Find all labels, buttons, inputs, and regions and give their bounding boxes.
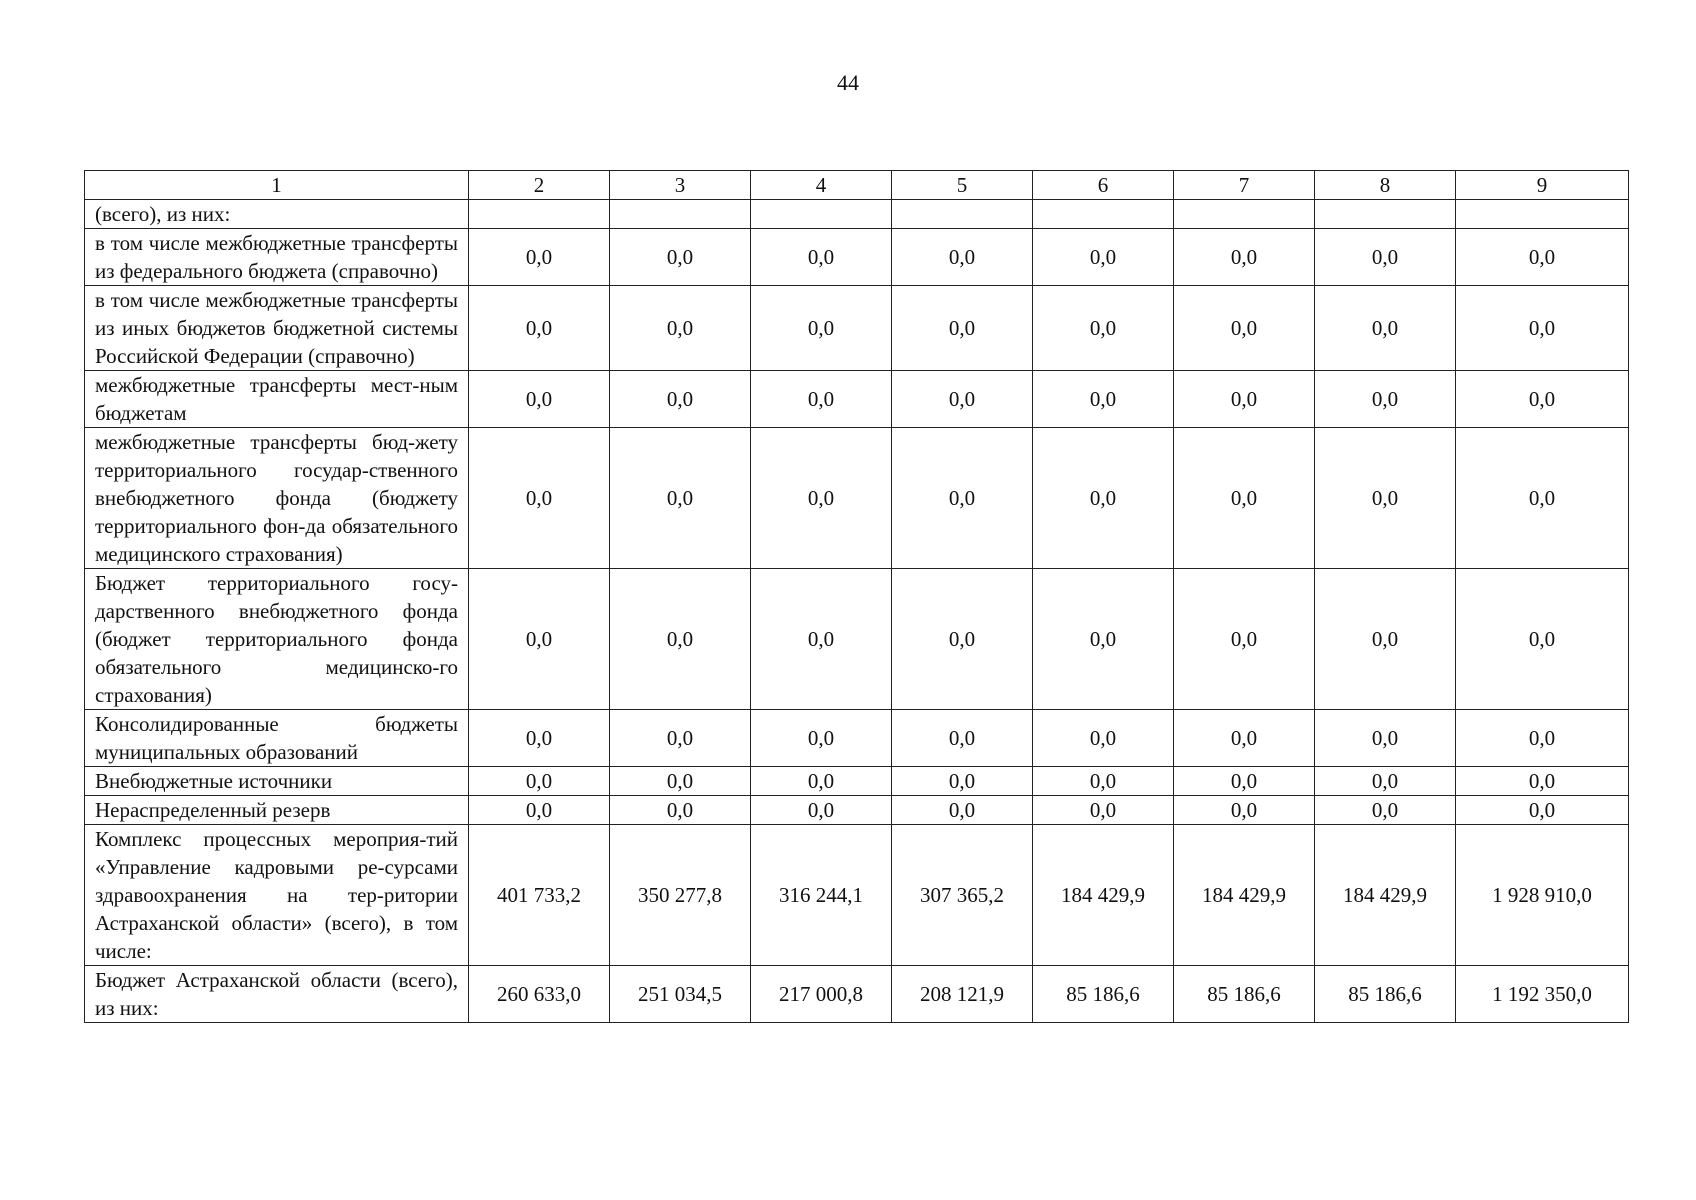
column-header: 6	[1033, 171, 1174, 200]
table-cell: 0,0	[751, 710, 892, 767]
table-cell: 316 244,1	[751, 825, 892, 966]
table-cell: 0,0	[892, 796, 1033, 825]
table-cell: 0,0	[610, 229, 751, 286]
table-cell: 0,0	[751, 229, 892, 286]
table-cell: 0,0	[1456, 796, 1629, 825]
table-header-row	[85, 171, 1629, 200]
table-row	[85, 767, 1629, 796]
table-cell: 1 192 350,0	[1456, 966, 1629, 1023]
column-header: 5	[892, 171, 1033, 200]
column-header: 2	[469, 171, 610, 200]
table-row	[85, 229, 1629, 286]
table-cell: 0,0	[1033, 767, 1174, 796]
table-cell: 85 186,6	[1174, 966, 1315, 1023]
row-label: Нераспределенный резерв	[85, 796, 469, 825]
table-cell: 401 733,2	[469, 825, 610, 966]
table-cell: 0,0	[469, 767, 610, 796]
table-cell: 251 034,5	[610, 966, 751, 1023]
table-cell: 0,0	[610, 569, 751, 710]
table-cell: 260 633,0	[469, 966, 610, 1023]
table-row	[85, 796, 1629, 825]
row-label: Консолидированные бюджеты муниципальных образований	[85, 710, 469, 767]
table-cell: 0,0	[469, 569, 610, 710]
row-label: межбюджетные трансферты мест-ным бюджетам	[85, 371, 469, 428]
table-cell: 0,0	[751, 428, 892, 569]
table-cell: 85 186,6	[1033, 966, 1174, 1023]
table-cell	[892, 200, 1033, 229]
table-cell: 0,0	[1033, 371, 1174, 428]
table-cell: 0,0	[1456, 569, 1629, 710]
table-cell: 0,0	[892, 710, 1033, 767]
table-cell: 0,0	[892, 569, 1033, 710]
table-cell: 184 429,9	[1315, 825, 1456, 966]
table-cell: 0,0	[469, 428, 610, 569]
table-row	[85, 710, 1629, 767]
table-cell: 0,0	[1456, 229, 1629, 286]
table-row	[85, 371, 1629, 428]
table-cell: 0,0	[892, 286, 1033, 371]
table-row	[85, 569, 1629, 710]
table-cell	[751, 200, 892, 229]
table-row	[85, 428, 1629, 569]
table-cell: 0,0	[469, 229, 610, 286]
table-cell: 0,0	[1456, 286, 1629, 371]
table-cell: 184 429,9	[1033, 825, 1174, 966]
row-label: Бюджет территориального госу-дарственного внебюджетного фонда (бюджет территориального фонда обязательного медицинско-го страхования)	[85, 569, 469, 710]
table-cell: 0,0	[751, 767, 892, 796]
table-cell: 0,0	[1315, 371, 1456, 428]
row-label: Внебюджетные источники	[85, 767, 469, 796]
table-cell: 184 429,9	[1174, 825, 1315, 966]
table-cell: 0,0	[1456, 710, 1629, 767]
table-cell	[610, 200, 751, 229]
table-cell: 0,0	[1174, 710, 1315, 767]
table-body	[85, 200, 1629, 1023]
table-cell: 0,0	[1174, 569, 1315, 710]
row-label: межбюджетные трансферты бюд-жету территориального государ-ственного внебюджетного фонда (бюджету территориального фон-да обязательного медицинского страхования)	[85, 428, 469, 569]
table-cell: 0,0	[469, 796, 610, 825]
table-cell	[1033, 200, 1174, 229]
table-cell: 0,0	[1174, 796, 1315, 825]
table-cell: 0,0	[1315, 767, 1456, 796]
table-cell: 0,0	[1456, 428, 1629, 569]
table-cell	[1456, 200, 1629, 229]
column-header: 3	[610, 171, 751, 200]
table-cell: 0,0	[1315, 710, 1456, 767]
table-row	[85, 286, 1629, 371]
table-cell: 0,0	[751, 796, 892, 825]
table-cell: 350 277,8	[610, 825, 751, 966]
table-cell: 0,0	[610, 286, 751, 371]
column-header: 9	[1456, 171, 1629, 200]
column-header: 4	[751, 171, 892, 200]
table-cell: 0,0	[610, 767, 751, 796]
table-cell: 0,0	[1315, 428, 1456, 569]
table-cell: 208 121,9	[892, 966, 1033, 1023]
table-cell: 0,0	[610, 796, 751, 825]
table-cell: 0,0	[610, 710, 751, 767]
table-cell: 0,0	[1033, 428, 1174, 569]
table-cell: 0,0	[1033, 569, 1174, 710]
row-label: Бюджет Астраханской области (всего), из них:	[85, 966, 469, 1023]
table-cell	[1315, 200, 1456, 229]
table-cell: 0,0	[1174, 371, 1315, 428]
table-cell: 0,0	[1315, 229, 1456, 286]
table-cell: 0,0	[892, 371, 1033, 428]
table-cell: 0,0	[892, 428, 1033, 569]
table-cell: 0,0	[892, 767, 1033, 796]
table-cell: 0,0	[1174, 229, 1315, 286]
table-cell: 0,0	[1315, 569, 1456, 710]
table-row	[85, 825, 1629, 966]
table-cell: 0,0	[1315, 796, 1456, 825]
table-cell: 0,0	[1315, 286, 1456, 371]
table-cell: 0,0	[1456, 371, 1629, 428]
table-cell: 0,0	[1174, 286, 1315, 371]
table-cell: 0,0	[1033, 796, 1174, 825]
table-row	[85, 200, 1629, 229]
table-cell: 0,0	[751, 569, 892, 710]
table-cell: 0,0	[469, 710, 610, 767]
table-cell: 0,0	[751, 286, 892, 371]
table-row	[85, 966, 1629, 1023]
table-cell: 0,0	[1033, 229, 1174, 286]
table-cell	[469, 200, 610, 229]
table-cell: 0,0	[1456, 767, 1629, 796]
table-cell: 307 365,2	[892, 825, 1033, 966]
row-label: в том числе межбюджетные трансферты из федерального бюджета (справочно)	[85, 229, 469, 286]
row-label: Комплекс процессных мероприя-тий «Управление кадровыми ре-сурсами здравоохранения на тер-ритории Астраханской области» (всего), в том числе:	[85, 825, 469, 966]
table-cell: 85 186,6	[1315, 966, 1456, 1023]
budget-table	[84, 170, 1629, 1023]
row-label: в том числе межбюджетные трансферты из иных бюджетов бюджетной системы Российской Федерации (справочно)	[85, 286, 469, 371]
table-cell: 0,0	[610, 428, 751, 569]
table-cell: 217 000,8	[751, 966, 892, 1023]
table-cell: 0,0	[751, 371, 892, 428]
column-header: 8	[1315, 171, 1456, 200]
page-number: 44	[837, 70, 859, 95]
column-header: 7	[1174, 171, 1315, 200]
table-cell: 0,0	[469, 371, 610, 428]
table-cell: 0,0	[1174, 767, 1315, 796]
table-cell	[1174, 200, 1315, 229]
table-cell: 0,0	[1033, 286, 1174, 371]
row-label: (всего), из них:	[85, 200, 469, 229]
table-cell: 0,0	[610, 371, 751, 428]
table-cell: 0,0	[892, 229, 1033, 286]
table-cell: 0,0	[1174, 428, 1315, 569]
table-cell: 0,0	[469, 286, 610, 371]
table-cell: 0,0	[1033, 710, 1174, 767]
column-header: 1	[85, 171, 469, 200]
table-cell: 1 928 910,0	[1456, 825, 1629, 966]
